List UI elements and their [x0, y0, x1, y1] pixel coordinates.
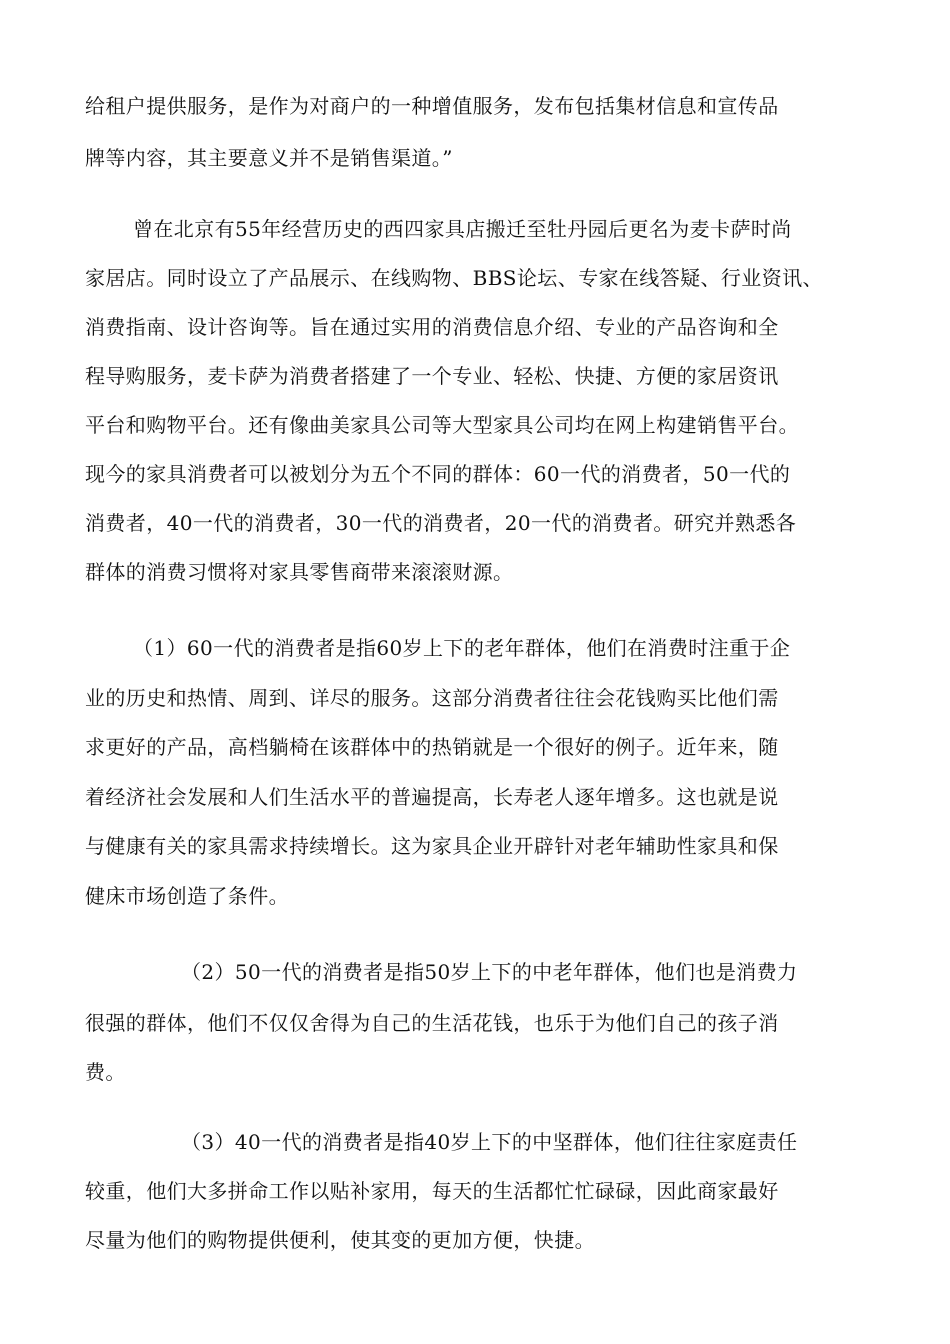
paragraph-line: 牌等内容，其主要意义并不是销售渠道。” [85, 146, 453, 170]
paragraph-line: （2）50一代的消费者是指50岁上下的中老年群体，他们也是消费力 [181, 960, 798, 984]
paragraph-line: 尽量为他们的购物提供便利，使其变的更加方便，快捷。 [85, 1228, 595, 1252]
paragraph-line: 与健康有关的家具需求持续增长。这为家具企业开辟针对老年辅助性家具和保 [85, 834, 779, 858]
paragraph-line: 现今的家具消费者可以被划分为五个不同的群体：60一代的消费者，50一代的 [85, 462, 791, 486]
paragraph-line: 健床市场创造了条件。 [85, 884, 289, 908]
paragraph-line: 给租户提供服务，是作为对商户的一种增值服务，发布包括集材信息和宣传品 [85, 94, 779, 118]
paragraph-line: 业的历史和热情、周到、详尽的服务。这部分消费者往往会花钱购买比他们需 [85, 686, 779, 710]
paragraph-line: 曾在北京有55年经营历史的西四家具店搬迁至牡丹园后更名为麦卡萨时尚 [133, 217, 792, 241]
paragraph-line: 着经济社会发展和人们生活水平的普遍提高，长寿老人逐年增多。这也就是说 [85, 785, 779, 809]
paragraph-line: 较重，他们大多拼命工作以贴补家用，每天的生活都忙忙碌碌，因此商家最好 [85, 1179, 779, 1203]
paragraph-line: 消费者，40一代的消费者，30一代的消费者，20一代的消费者。研究并熟悉各 [85, 511, 797, 535]
paragraph-line: 很强的群体，他们不仅仅舍得为自己的生活花钱，也乐于为他们自己的孩子消 [85, 1011, 779, 1035]
paragraph-line: 程导购服务，麦卡萨为消费者搭建了一个专业、轻松、快捷、方便的家居资讯 [85, 364, 779, 388]
paragraph-line: 消费指南、设计咨询等。旨在通过实用的消费信息介绍、专业的产品咨询和全 [85, 315, 779, 339]
paragraph-line: 求更好的产品，高档躺椅在该群体中的热销就是一个很好的例子。近年来，随 [85, 735, 779, 759]
paragraph-line: 家居店。同时设立了产品展示、在线购物、BBS论坛、专家在线答疑、行业资讯、 [85, 266, 823, 290]
paragraph-line: 费。 [85, 1060, 126, 1084]
paragraph-line: （1）60一代的消费者是指60岁上下的老年群体，他们在消费时注重于企 [133, 636, 791, 660]
paragraph-line: （3）40一代的消费者是指40岁上下的中坚群体，他们往往家庭责任 [181, 1130, 798, 1154]
paragraph-line: 群体的消费习惯将对家具零售商带来滚滚财源。 [85, 560, 514, 584]
paragraph-line: 平台和购物平台。还有像曲美家具公司等大型家具公司均在网上构建销售平台。 [85, 413, 799, 437]
